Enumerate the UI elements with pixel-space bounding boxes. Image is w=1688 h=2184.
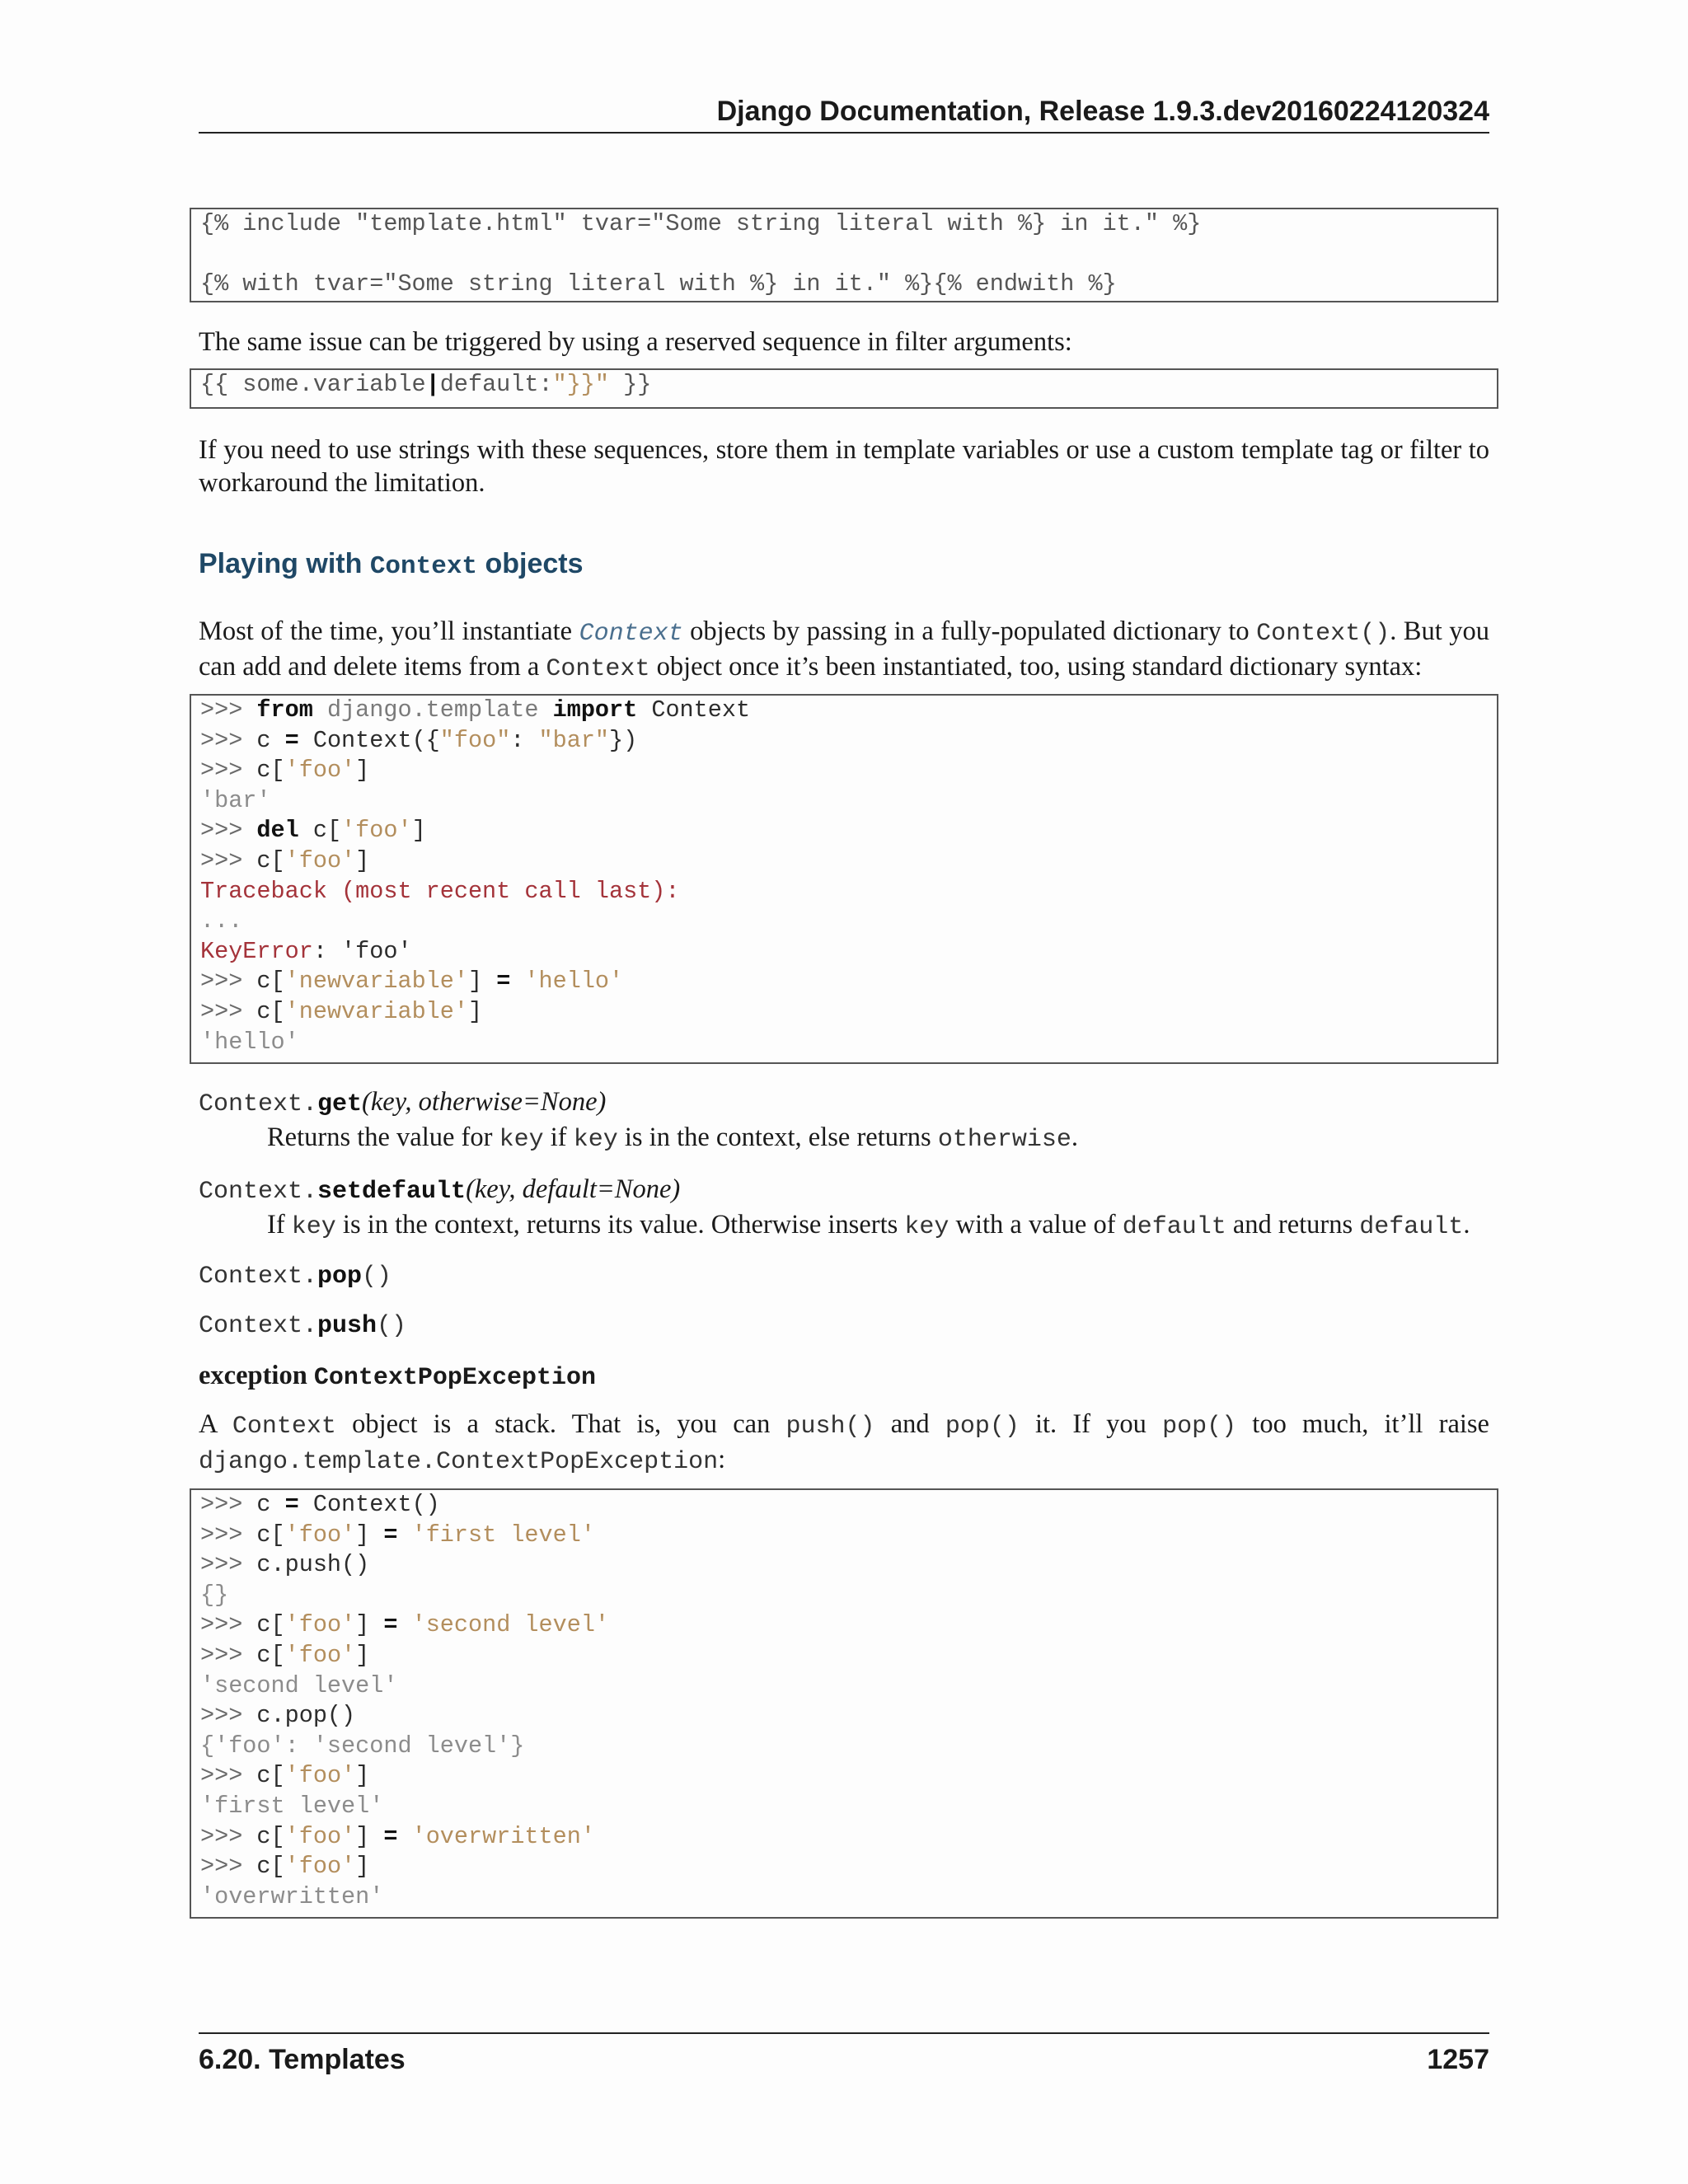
code-output: 'overwritten' — [200, 1882, 384, 1910]
code-output: ... — [200, 907, 243, 935]
code-output: 'hello' — [200, 1028, 299, 1056]
paragraph: Most of the time, you’ll instantiate Context objects by passing in a fully-populated dictionary to Context(). But you can add and delete items from a Context object once it’s been instantiated, too, using standard dictionary syntax: — [199, 616, 1490, 683]
running-header: Django Documentation, Release 1.9.3.dev20160224120324 — [199, 92, 1489, 134]
code-line: >>> c['foo'] — [200, 757, 370, 785]
code-line: >>> c['foo'] = 'second level' — [200, 1611, 610, 1639]
code-line: >>> c['foo'] — [200, 846, 370, 874]
code-block-context-dict — [190, 694, 1498, 1064]
code-line: >>> del c['foo'] — [200, 817, 426, 845]
method-signature-pop: Context.pop() — [199, 1263, 392, 1291]
code-output: 'second level' — [200, 1671, 398, 1699]
running-footer — [199, 2032, 1489, 2079]
code-line: {% include "template.html" tvar="Some string literal with %} in it." %} — [200, 210, 1202, 237]
code-block-context-stack — [190, 1488, 1498, 1919]
code-output: {} — [200, 1581, 229, 1609]
code-traceback: Traceback (most recent call last): — [200, 877, 680, 905]
method-signature-push: Context.push() — [199, 1312, 407, 1340]
code-line: >>> c['foo'] — [200, 1641, 370, 1669]
code-line: {{ some.variable|default:"}}" }} — [200, 371, 652, 398]
method-description-setdefault: If key is in the context, returns its value. Otherwise inserts key with a value of default and returns default. — [267, 1210, 1470, 1241]
paragraph: If you need to use strings with these sequences, store them in template variables or use a custom template tag or filter to workaround the limitation. — [199, 435, 1489, 498]
footer-section: 6.20. Templates — [199, 2044, 406, 2075]
section-heading: Playing with Context objects — [199, 548, 584, 581]
code-line: {% with tvar="Some string literal with %} in it." %}{% endwith %} — [200, 270, 1117, 298]
paragraph: A Context object is a stack. That is, you can push() and pop() it. If you pop() too much, it’ll raise django.template.ContextPopException: — [199, 1409, 1489, 1476]
code-block-template-tags — [190, 208, 1498, 302]
code-line: >>> from django.template import Context — [200, 696, 751, 724]
page-number: 1257 — [1427, 2044, 1489, 2075]
code-output: 'bar' — [200, 786, 271, 814]
code-line: >>> c['foo'] — [200, 1853, 370, 1881]
code-error: KeyError: 'foo' — [200, 937, 412, 965]
code-line: >>> c = Context({"foo": "bar"}) — [200, 726, 638, 754]
code-output: 'first level' — [200, 1792, 384, 1820]
code-block-filter — [190, 368, 1498, 409]
code-line-blank — [200, 240, 1488, 270]
code-line: >>> c.push() — [200, 1551, 370, 1579]
code-line: >>> c['foo'] = 'overwritten' — [200, 1822, 595, 1850]
code-output: {'foo': 'second level'} — [200, 1732, 525, 1760]
code-line: >>> c = Context() — [200, 1491, 440, 1518]
paragraph: The same issue can be triggered by using a reserved sequence in filter arguments: — [199, 327, 1072, 357]
method-signature-setdefault: Context.setdefault(key, default=None) — [199, 1174, 681, 1206]
method-description-get: Returns the value for key if key is in the context, else returns otherwise. — [267, 1122, 1078, 1154]
code-line: >>> c['foo'] — [200, 1762, 370, 1790]
code-line: >>> c['newvariable'] = 'hello' — [200, 968, 624, 996]
code-line: >>> c.pop() — [200, 1702, 356, 1730]
code-line: >>> c['foo'] = 'first level' — [200, 1521, 595, 1549]
method-signature-get: Context.get(key, otherwise=None) — [199, 1087, 607, 1118]
exception-signature: exception ContextPopException — [199, 1361, 596, 1392]
code-line: >>> c['newvariable'] — [200, 997, 483, 1025]
page-content — [199, 208, 1489, 1919]
context-link[interactable]: Context — [579, 620, 683, 648]
